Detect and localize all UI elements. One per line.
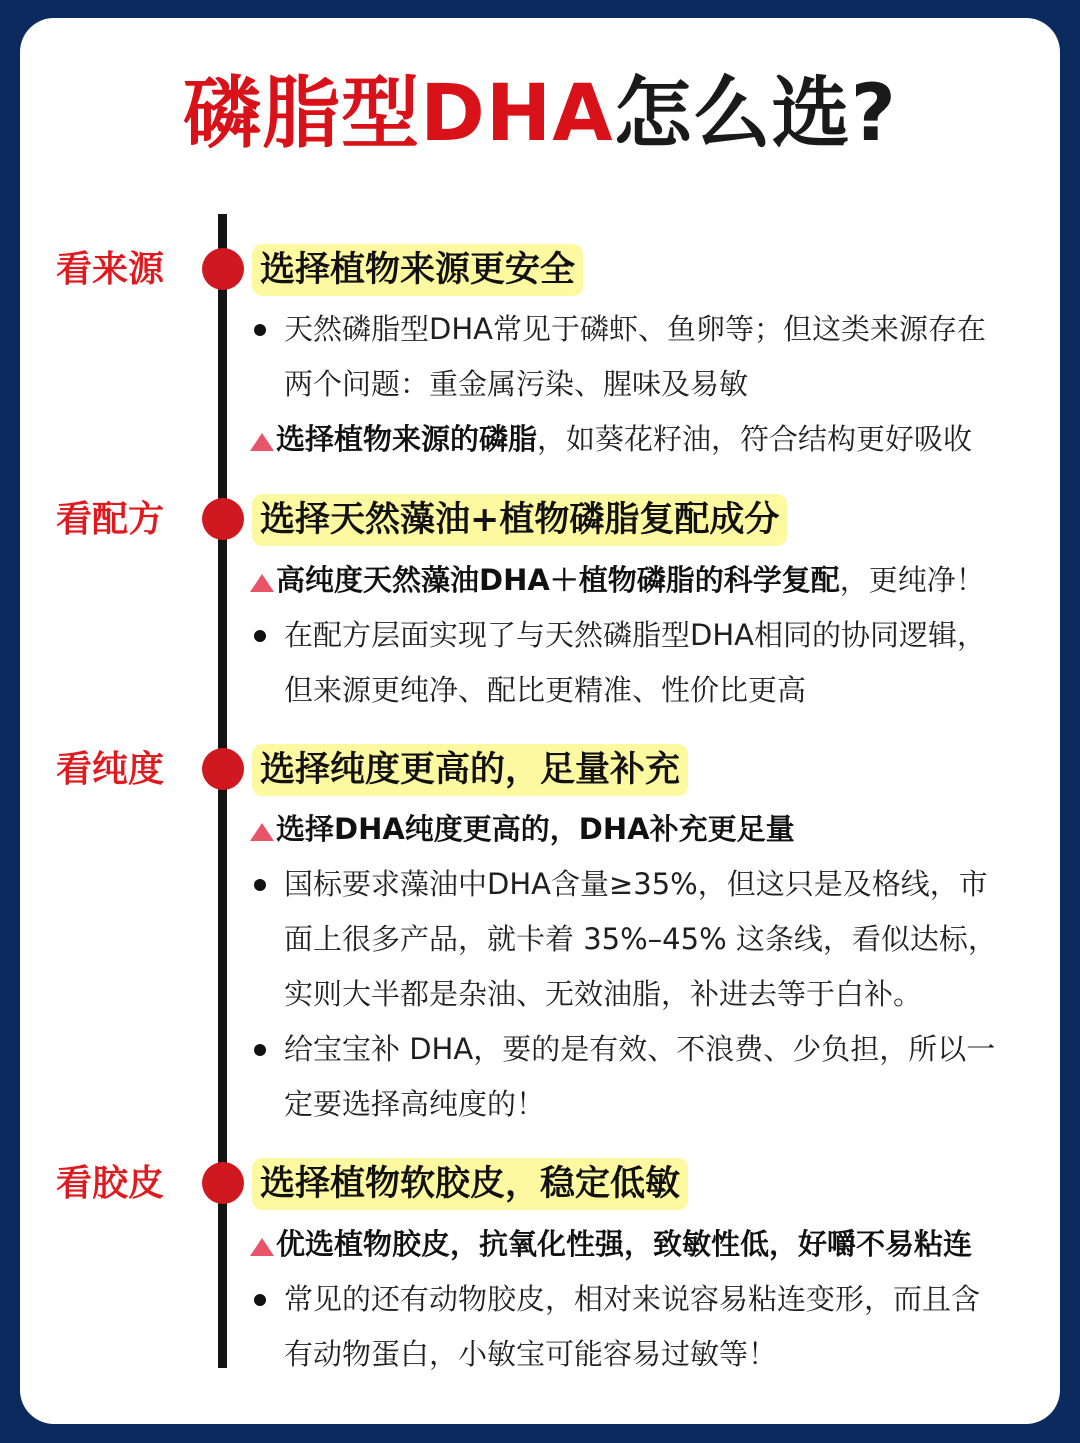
section-heading: 选择植物来源更安全 <box>252 244 583 296</box>
page-title <box>0 64 1080 164</box>
highlight-text: ，更纯净！ <box>839 563 985 597</box>
section-label: 看纯度 <box>56 749 165 790</box>
timeline-dot <box>202 1162 244 1204</box>
highlight-text: ，如葵花籽油，符合结构更好吸收 <box>537 422 973 456</box>
triangle-icon <box>250 823 274 841</box>
highlight-bold-text: 选择植物来源的磷脂 <box>276 422 538 456</box>
triangle-icon <box>250 574 274 592</box>
section-heading: 选择纯度更高的，足量补充 <box>252 744 688 796</box>
section-heading: 选择植物软胶皮，稳定低敏 <box>252 1158 688 1210</box>
section-heading: 选择天然藻油+植物磷脂复配成分 <box>252 494 787 546</box>
highlight-item <box>250 1217 1066 1272</box>
title-black-part: 怎么选? <box>613 69 897 159</box>
highlight-bold-text: 优选植物胶皮，抗氧化性强，致敏性低，好嚼不易粘连 <box>276 1227 973 1261</box>
bullet-item: 在配方层面实现了与天然磷脂型DHA相同的协同逻辑， <box>250 608 1074 663</box>
highlight-bold-text: 高纯度天然藻油DHA＋植物磷脂的科学复配 <box>276 563 840 597</box>
bullet-item-continuation: 两个问题：重金属污染、腥味及易敏 <box>284 367 749 401</box>
bullet-item: 国标要求藻油中DHA含量≥35%，但这只是及格线，市 <box>250 857 1074 912</box>
bullet-item: 常见的还有动物胶皮，相对来说容易粘连变形，而且含 <box>250 1272 1074 1327</box>
timeline-dot <box>202 498 244 540</box>
triangle-icon <box>250 433 274 451</box>
highlight-item <box>250 553 1066 608</box>
bullet-item-continuation: 但来源更纯净、配比更精准、性价比更高 <box>284 673 807 707</box>
highlight-item <box>250 412 1066 467</box>
bullet-item-continuation: 实则大半都是杂油、无效油脂，补进去等于白补。 <box>284 977 923 1011</box>
content-card <box>20 18 1060 1424</box>
bullet-item-continuation: 面上很多产品，就卡着 35%–45% 这条线，看似达标， <box>284 922 997 956</box>
highlight-bold-text: 选择DHA纯度更高的，DHA补充更足量 <box>276 812 795 846</box>
highlight-item <box>250 802 1066 857</box>
section-label: 看胶皮 <box>56 1163 165 1204</box>
bullet-item-continuation: 有动物蛋白，小敏宝可能容易过敏等！ <box>284 1337 778 1371</box>
timeline-dot <box>202 748 244 790</box>
bullet-item: 给宝宝补 DHA，要的是有效、不浪费、少负担，所以一 <box>250 1022 1074 1077</box>
section-label: 看配方 <box>56 499 165 540</box>
section-label: 看来源 <box>56 249 165 290</box>
title-red-part: 磷脂型DHA <box>183 69 614 159</box>
bullet-item: 天然磷脂型DHA常见于磷虾、鱼卵等；但这类来源存在 <box>250 302 1074 357</box>
bullet-item-continuation: 定要选择高纯度的！ <box>284 1087 546 1121</box>
triangle-icon <box>250 1238 274 1256</box>
timeline-dot <box>202 248 244 290</box>
